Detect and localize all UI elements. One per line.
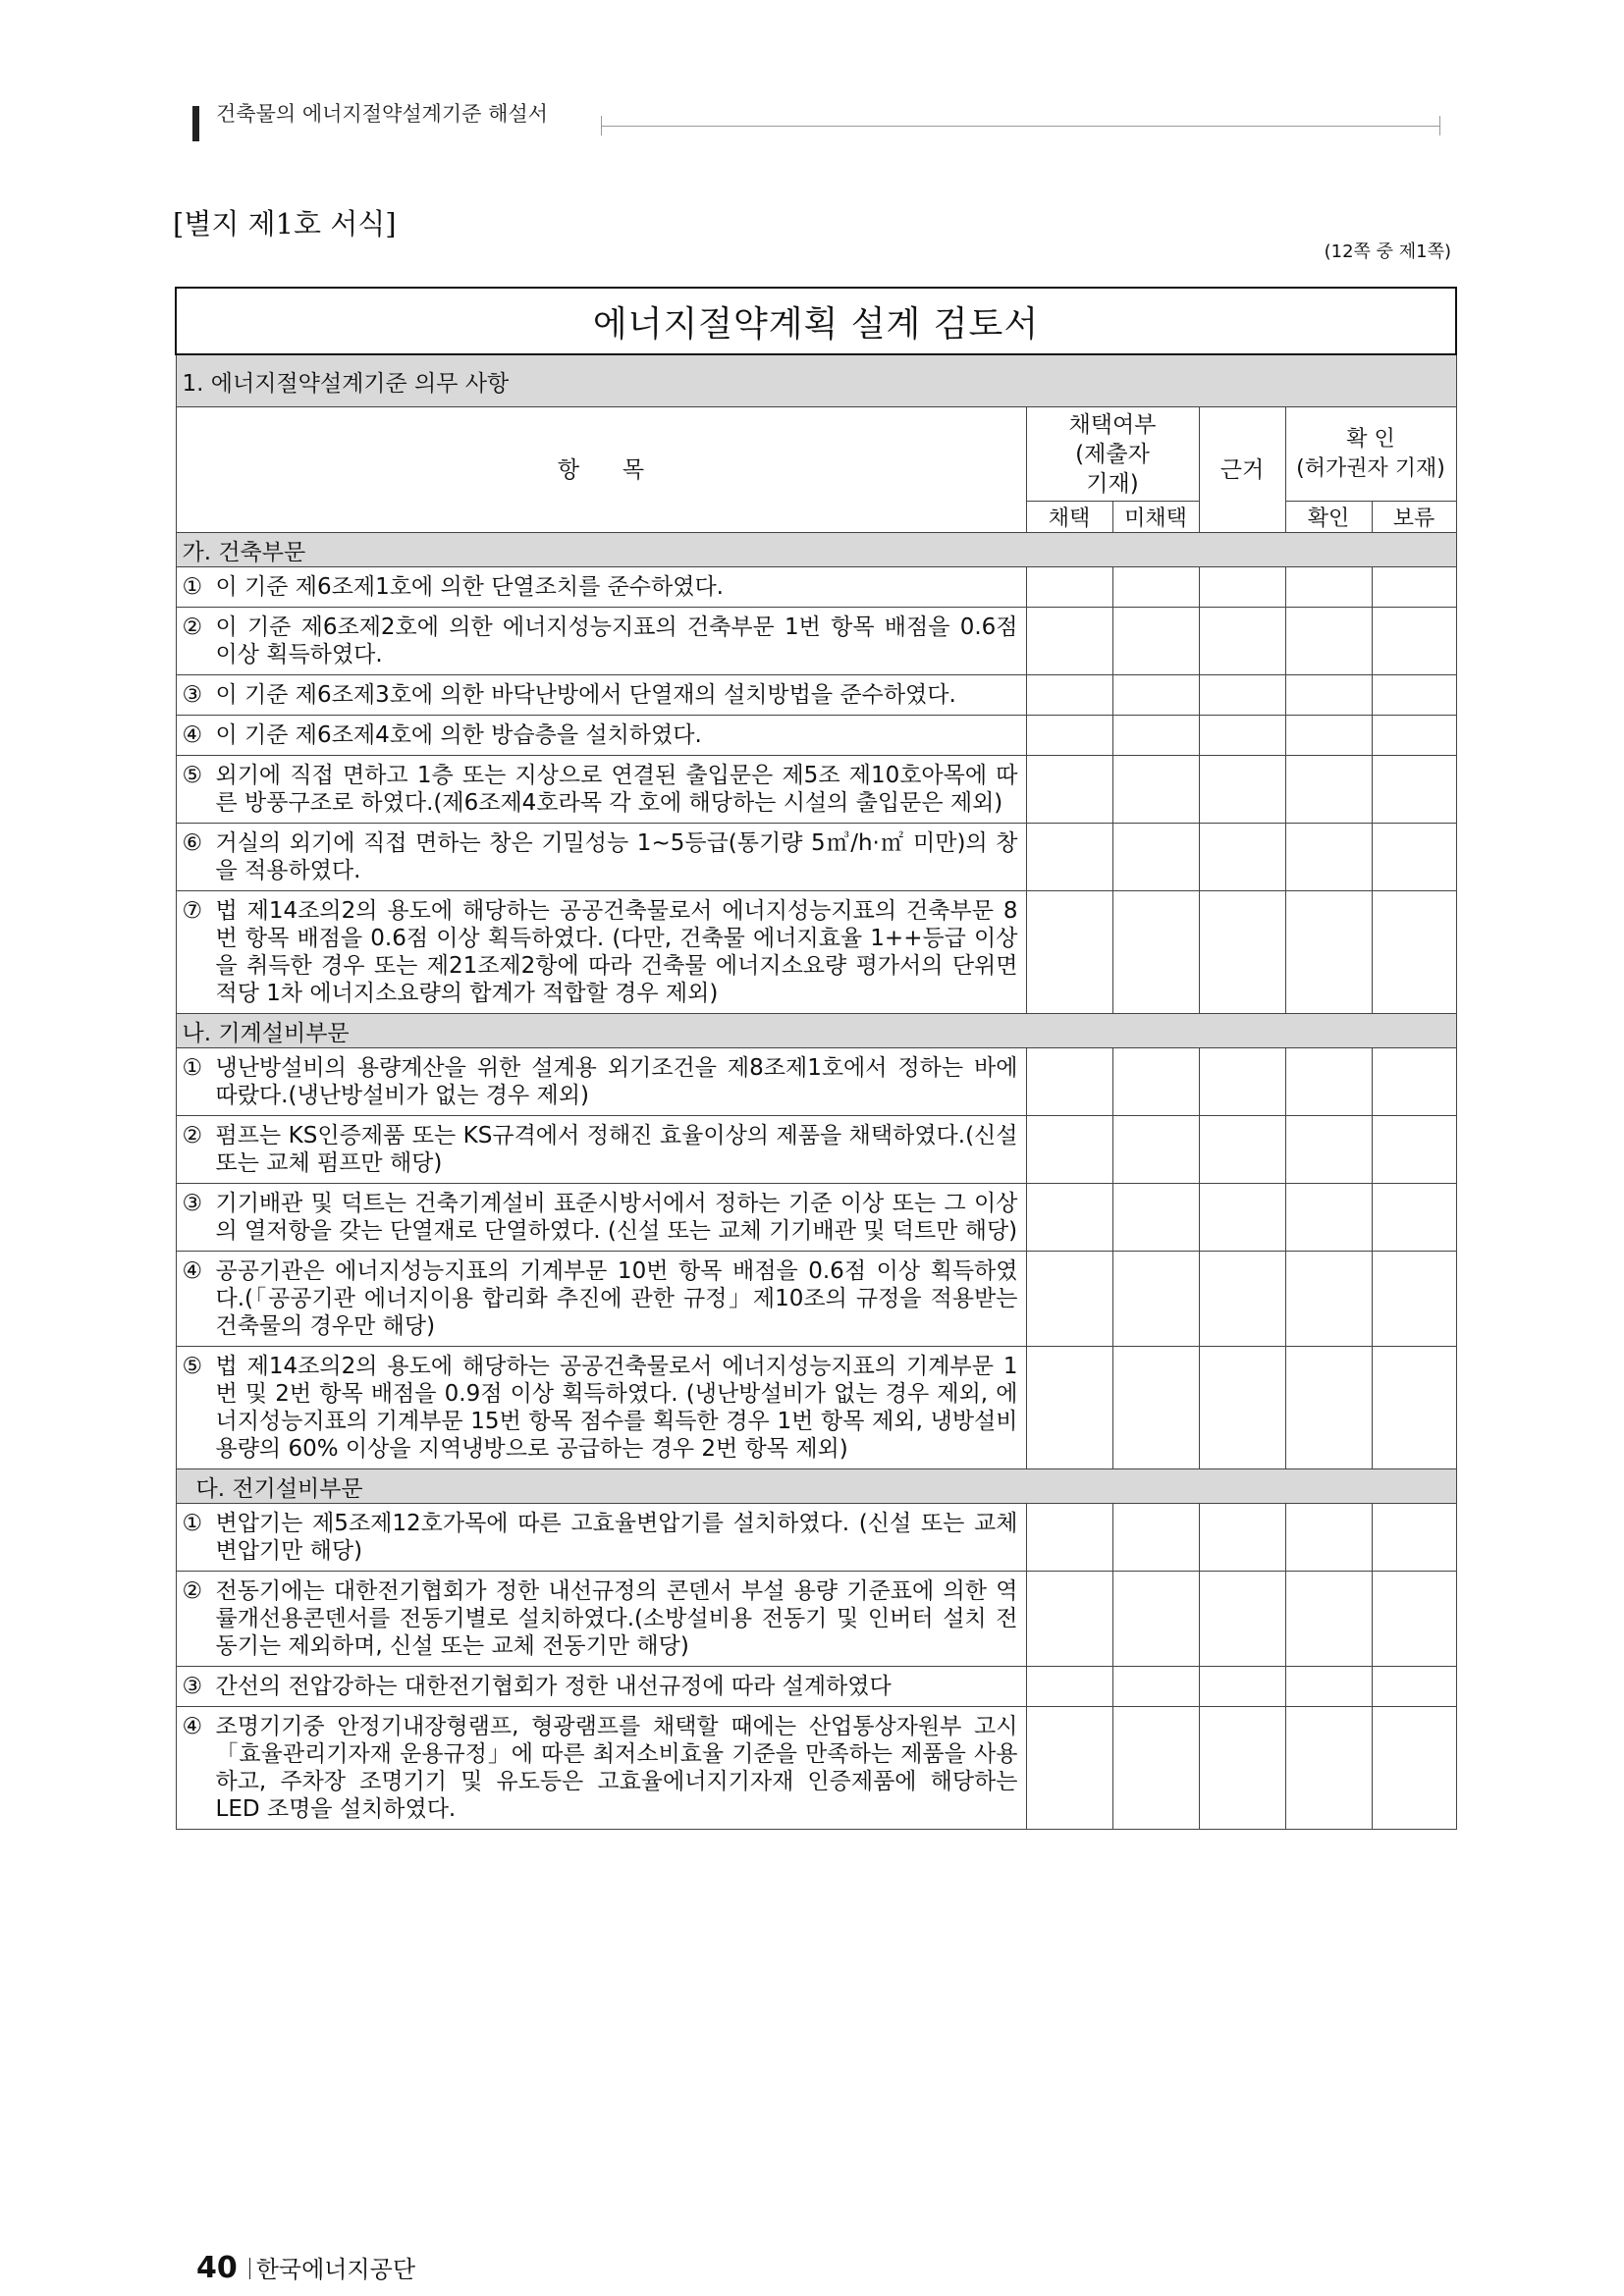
item-number: ③ — [182, 1674, 203, 1699]
checklist-row — [176, 891, 1456, 1014]
not-adopted-cell[interactable] — [1112, 1707, 1199, 1830]
col-not-adopted: 미채택 — [1112, 502, 1199, 533]
checklist-item — [176, 1707, 1026, 1830]
basis-cell[interactable] — [1199, 1504, 1285, 1572]
pending-cell[interactable] — [1372, 1116, 1456, 1184]
checklist-row — [176, 824, 1456, 891]
adopted-cell[interactable] — [1026, 824, 1112, 891]
item-text: 이 기준 제6조제4호에 의한 방습층을 설치하였다. — [215, 722, 702, 748]
running-title: 건축물의 에너지절약설계기준 해설서 — [216, 102, 548, 126]
checklist-row — [176, 567, 1456, 608]
checklist-item — [176, 1116, 1026, 1184]
basis-cell[interactable] — [1199, 1252, 1285, 1347]
group-heading: 가. 건축부문 — [176, 533, 1456, 567]
checklist-row — [176, 1707, 1456, 1830]
footer-org: 한국에너지공단 — [255, 2256, 416, 2283]
checklist-item — [176, 1184, 1026, 1252]
group-heading: 나. 기계설비부문 — [176, 1014, 1456, 1048]
not-adopted-cell[interactable] — [1112, 675, 1199, 716]
col-adopted: 채택 — [1026, 502, 1112, 533]
item-number: ② — [182, 1578, 203, 1604]
col-confirm-header: 확 인 (허가권자 기재) — [1285, 407, 1456, 502]
adopted-cell[interactable] — [1026, 891, 1112, 1014]
pending-cell[interactable] — [1372, 1048, 1456, 1116]
not-adopted-cell[interactable] — [1112, 824, 1199, 891]
pending-cell[interactable] — [1372, 1572, 1456, 1667]
header-mark — [192, 106, 199, 141]
not-adopted-cell[interactable] — [1112, 1347, 1199, 1469]
pending-cell[interactable] — [1372, 716, 1456, 756]
not-adopted-cell[interactable] — [1112, 756, 1199, 824]
checklist-item — [176, 1504, 1026, 1572]
basis-cell[interactable] — [1199, 1116, 1285, 1184]
pending-cell[interactable] — [1372, 1347, 1456, 1469]
col-item-header: 항 목 — [176, 407, 1026, 533]
adopted-cell[interactable] — [1026, 1572, 1112, 1667]
adopted-cell[interactable] — [1026, 1252, 1112, 1347]
checklist-row — [176, 1572, 1456, 1667]
adopted-cell[interactable] — [1026, 716, 1112, 756]
pending-cell[interactable] — [1372, 1707, 1456, 1830]
checklist-row — [176, 1184, 1456, 1252]
checklist-row — [176, 1347, 1456, 1469]
basis-cell[interactable] — [1199, 1184, 1285, 1252]
not-adopted-cell[interactable] — [1112, 1048, 1199, 1116]
basis-cell[interactable] — [1199, 1572, 1285, 1667]
form-title: 에너지절약계획 설계 검토서 — [176, 288, 1456, 354]
checklist-row — [176, 1116, 1456, 1184]
pending-cell[interactable] — [1372, 675, 1456, 716]
item-number: ④ — [182, 1714, 203, 1739]
item-text: 외기에 직접 면하고 1층 또는 지상으로 연결된 출입문은 제5조 제10호아목에 따른 방풍구조로 하였다.(제6조제4호라목 각 호에 해당하는 시설의 출입문은 제외) — [215, 763, 1018, 816]
pending-cell[interactable] — [1372, 1667, 1456, 1707]
item-text: 냉난방설비의 용량계산을 위한 설계용 외기조건을 제8조제1호에서 정하는 바에 따랐다.(냉난방설비가 없는 경우 제외) — [215, 1055, 1018, 1108]
item-text: 이 기준 제6조제3호에 의한 바닥난방에서 단열재의 설치방법을 준수하였다. — [215, 682, 956, 708]
checklist-row — [176, 608, 1456, 675]
item-text: 공공기관은 에너지성능지표의 기계부문 10번 항목 배점을 0.6점 이상 획득하였다.(「공공기관 에너지이용 합리화 추진에 관한 규정」제10조의 규정을 적용받는 건축물의 경우만 해당) — [215, 1258, 1018, 1339]
checklist-item — [176, 716, 1026, 756]
item-number: ① — [182, 1055, 203, 1081]
confirmed-cell[interactable] — [1285, 1707, 1372, 1830]
review-form-table — [175, 287, 1457, 1830]
basis-cell[interactable] — [1199, 567, 1285, 608]
not-adopted-cell[interactable] — [1112, 1252, 1199, 1347]
basis-cell[interactable] — [1199, 1347, 1285, 1469]
not-adopted-cell[interactable] — [1112, 1184, 1199, 1252]
basis-cell[interactable] — [1199, 675, 1285, 716]
not-adopted-cell[interactable] — [1112, 1504, 1199, 1572]
confirmed-cell[interactable] — [1285, 1347, 1372, 1469]
pending-cell[interactable] — [1372, 608, 1456, 675]
col-adoption-header: 채택여부 (제출자 기재) — [1026, 407, 1199, 502]
confirmed-cell[interactable] — [1285, 1504, 1372, 1572]
page-footer — [196, 2250, 415, 2285]
checklist-row — [176, 1252, 1456, 1347]
checklist-item — [176, 567, 1026, 608]
basis-cell[interactable] — [1199, 1667, 1285, 1707]
item-number: ② — [182, 614, 203, 640]
item-number: ⑤ — [182, 763, 203, 788]
col-confirmed: 확인 — [1285, 502, 1372, 533]
item-text: 조명기기중 안정기내장형램프, 형광램프를 채택할 때에는 산업통상자원부 고시 「효율관리기자재 운용규정」에 따른 최저소비효율 기준을 만족하는 제품을 사용하고, 주차장 조명기기 및 유도등은 고효율에너지기자재 인증제품에 해당하는 LED 조명을 설치하였다. — [215, 1714, 1018, 1822]
item-text: 펌프는 KS인증제품 또는 KS규격에서 정해진 효율이상의 제품을 채택하였다.(신설 또는 교체 펌프만 해당) — [215, 1123, 1018, 1176]
not-adopted-cell[interactable] — [1112, 1667, 1199, 1707]
not-adopted-cell[interactable] — [1112, 608, 1199, 675]
confirmed-cell[interactable] — [1285, 891, 1372, 1014]
adopted-cell[interactable] — [1026, 567, 1112, 608]
section-heading: 1. 에너지절약설계기준 의무 사항 — [176, 354, 1456, 407]
confirmed-cell[interactable] — [1285, 824, 1372, 891]
page-number: 40 — [196, 2251, 238, 2285]
basis-cell[interactable] — [1199, 756, 1285, 824]
not-adopted-cell[interactable] — [1112, 891, 1199, 1014]
adopted-cell[interactable] — [1026, 1184, 1112, 1252]
item-number: ① — [182, 1511, 203, 1536]
item-number: ⑥ — [182, 830, 203, 856]
adopted-cell[interactable] — [1026, 1116, 1112, 1184]
footer-divider — [249, 2258, 250, 2279]
pending-cell[interactable] — [1372, 1184, 1456, 1252]
item-number: ⑦ — [182, 898, 203, 924]
item-number: ④ — [182, 722, 203, 748]
basis-cell[interactable] — [1199, 716, 1285, 756]
item-text: 기기배관 및 덕트는 건축기계설비 표준시방서에서 정하는 기준 이상 또는 그 이상의 열저항을 갖는 단열재로 단열하였다. (신설 또는 교체 기기배관 및 덕트만 해당) — [215, 1191, 1018, 1244]
item-text: 법 제14조의2의 용도에 해당하는 공공건축물로서 에너지성능지표의 건축부문 8번 항목 배점을 0.6점 이상 획득하였다. (다만, 건축물 에너지효율 1++등급 이상을 취득한 경우 또는 제21조제2항에 따라 건축물 에너지소요량 평가서의 단위면적당 1차 에너지소요량의 합계가 적합할 경우 제외) — [215, 898, 1018, 1006]
checklist-item — [176, 1572, 1026, 1667]
group-heading: 다. 전기설비부문 — [176, 1469, 1456, 1504]
not-adopted-cell[interactable] — [1112, 1116, 1199, 1184]
checklist-item — [176, 1252, 1026, 1347]
item-number: ② — [182, 1123, 203, 1148]
confirmed-cell[interactable] — [1285, 1572, 1372, 1667]
checklist-item — [176, 1347, 1026, 1469]
pending-cell[interactable] — [1372, 1252, 1456, 1347]
confirmed-cell[interactable] — [1285, 1667, 1372, 1707]
item-text: 법 제14조의2의 용도에 해당하는 공공건축물로서 에너지성능지표의 기계부문 1번 및 2번 항목 배점을 0.9점 이상 획득하였다. (냉난방설비가 없는 경우 제외, 에너지성능지표의 기계부문 15번 항목 점수를 획득한 경우 1번 항목 제외, 냉방설비용량의 60% 이상을 지역냉방으로 공급하는 경우 2번 항목 제외) — [215, 1354, 1018, 1462]
checklist-item — [176, 1667, 1026, 1707]
adopted-cell[interactable] — [1026, 1048, 1112, 1116]
item-text: 이 기준 제6조제2호에 의한 에너지성능지표의 건축부문 1번 항목 배점을 0.6점 이상 획득하였다. — [215, 614, 1018, 667]
item-number: ④ — [182, 1258, 203, 1284]
header-divider-end — [1439, 116, 1440, 135]
checklist-row — [176, 1048, 1456, 1116]
pending-cell[interactable] — [1372, 756, 1456, 824]
checklist-item — [176, 891, 1026, 1014]
confirmed-cell[interactable] — [1285, 1184, 1372, 1252]
confirmed-cell[interactable] — [1285, 1116, 1372, 1184]
item-number: ③ — [182, 682, 203, 708]
confirmed-cell[interactable] — [1285, 1048, 1372, 1116]
item-text: 거실의 외기에 직접 면하는 창은 기밀성능 1~5등급(통기량 5㎥/h·㎡ 미만)의 창을 적용하였다. — [215, 830, 1018, 883]
form-label: [별지 제1호 서식] — [173, 207, 397, 240]
confirmed-cell[interactable] — [1285, 567, 1372, 608]
confirmed-cell[interactable] — [1285, 1252, 1372, 1347]
checklist-row — [176, 1667, 1456, 1707]
confirmed-cell[interactable] — [1285, 675, 1372, 716]
adopted-cell[interactable] — [1026, 756, 1112, 824]
adopted-cell[interactable] — [1026, 1667, 1112, 1707]
confirmed-cell[interactable] — [1285, 756, 1372, 824]
checklist-item — [176, 675, 1026, 716]
adopted-cell[interactable] — [1026, 608, 1112, 675]
checklist-row — [176, 756, 1456, 824]
adopted-cell[interactable] — [1026, 1504, 1112, 1572]
item-number: ① — [182, 574, 203, 600]
item-text: 간선의 전압강하는 대한전기협회가 정한 내선규정에 따라 설계하였다 — [215, 1674, 892, 1699]
checklist-row — [176, 1504, 1456, 1572]
basis-cell[interactable] — [1199, 1707, 1285, 1830]
checklist-item — [176, 1048, 1026, 1116]
pending-cell[interactable] — [1372, 891, 1456, 1014]
item-number: ⑤ — [182, 1354, 203, 1379]
checklist-item — [176, 756, 1026, 824]
not-adopted-cell[interactable] — [1112, 567, 1199, 608]
col-basis-header: 근거 — [1199, 407, 1285, 533]
adopted-cell[interactable] — [1026, 1347, 1112, 1469]
checklist-row — [176, 675, 1456, 716]
header-rule — [601, 126, 1439, 127]
checklist-item — [176, 824, 1026, 891]
item-text: 전동기에는 대한전기협회가 정한 내선규정의 콘덴서 부설 용량 기준표에 의한 역률개선용콘덴서를 전동기별로 설치하였다.(소방설비용 전동기 및 인버터 설치 전동기는 제외하며, 신설 또는 교체 전동기만 해당) — [215, 1578, 1018, 1659]
item-text: 변압기는 제5조제12호가목에 따른 고효율변압기를 설치하였다. (신설 또는 교체 변압기만 해당) — [215, 1511, 1018, 1564]
not-adopted-cell[interactable] — [1112, 716, 1199, 756]
adopted-cell[interactable] — [1026, 675, 1112, 716]
checklist-item — [176, 608, 1026, 675]
adopted-cell[interactable] — [1026, 1707, 1112, 1830]
pending-cell[interactable] — [1372, 824, 1456, 891]
basis-cell[interactable] — [1199, 608, 1285, 675]
page-indicator: (12쪽 중 제1쪽) — [1324, 241, 1451, 262]
item-number: ③ — [182, 1191, 203, 1216]
col-pending: 보류 — [1372, 502, 1456, 533]
confirmed-cell[interactable] — [1285, 716, 1372, 756]
basis-cell[interactable] — [1199, 1048, 1285, 1116]
checklist-row — [176, 716, 1456, 756]
basis-cell[interactable] — [1199, 824, 1285, 891]
item-text: 이 기준 제6조제1호에 의한 단열조치를 준수하였다. — [215, 574, 724, 600]
pending-cell[interactable] — [1372, 567, 1456, 608]
basis-cell[interactable] — [1199, 891, 1285, 1014]
confirmed-cell[interactable] — [1285, 608, 1372, 675]
pending-cell[interactable] — [1372, 1504, 1456, 1572]
not-adopted-cell[interactable] — [1112, 1572, 1199, 1667]
